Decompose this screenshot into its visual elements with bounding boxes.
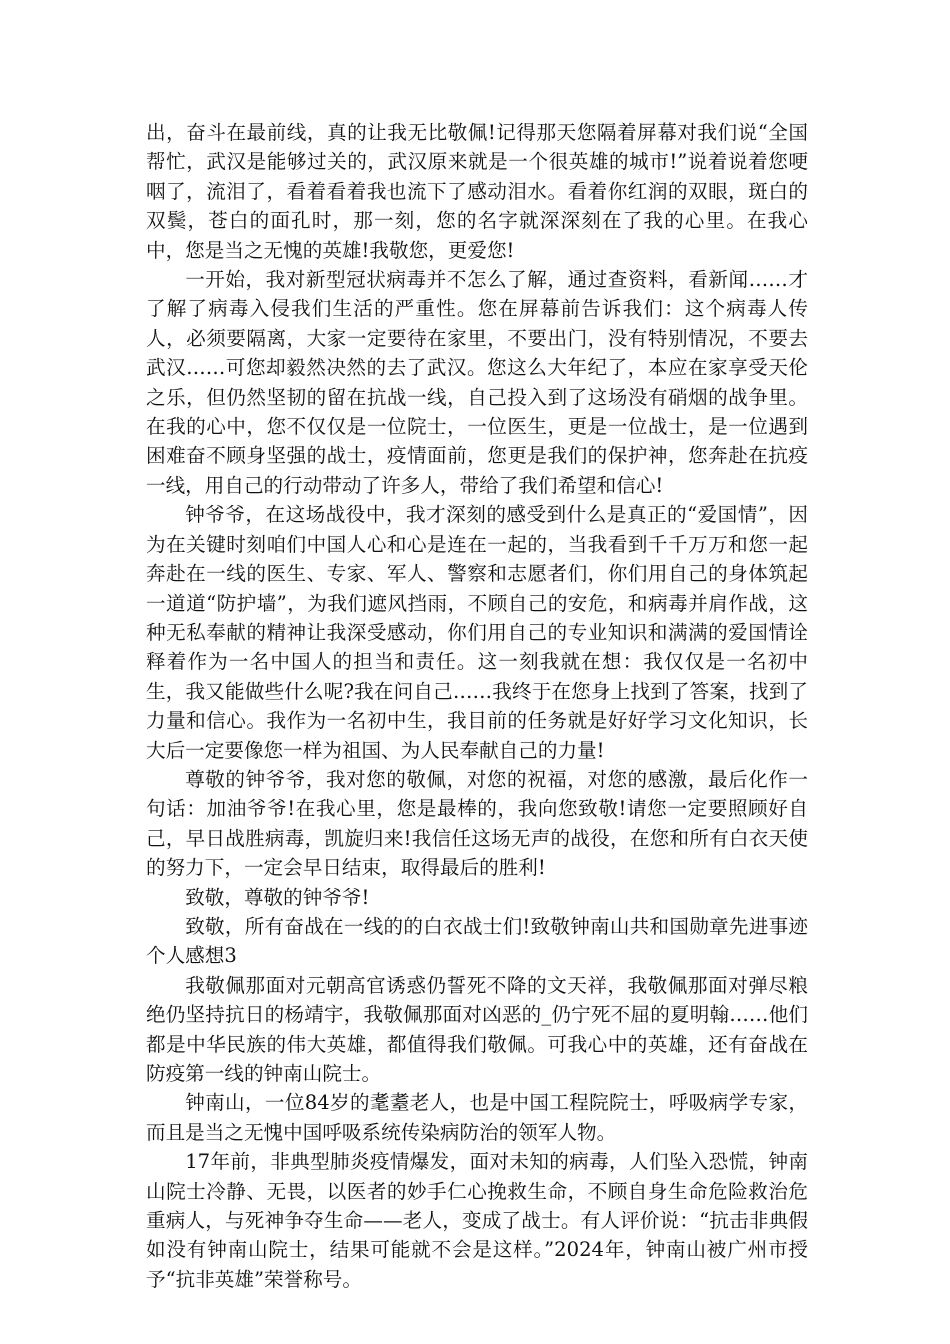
document-page [146,118,808,1294]
paragraph-4: 尊敬的钟爷爷，我对您的敬佩，对您的祝福，对您的感激，最后化作一句话：加油爷爷!在我心里，您是最棒的，我向您致敬!请您一定要照顾好自己，早日战胜病毒，凯旋归来!我信任这场无声的战役，在您和所有白衣天使的努力下，一定会早日结束，取得最后的胜利! [146,767,808,880]
paragraph-8: 钟南山，一位84岁的耄耋老人，也是中国工程院院士，呼吸病学专家，而且是当之无愧中国呼吸系统传染病防治的领军人物。 [146,1091,808,1144]
paragraph-9: 17年前，非典型肺炎疫情爆发，面对未知的病毒，人们坠入恐慌，钟南山院士冷静、无畏，以医者的妙手仁心挽救生命，不顾自身生命危险救治危重病人，与死神争夺生命——老人，变成了战士。有人评价说：“抗击非典假如没有钟南山院士，结果可能就不会是这样。”2024年，钟南山被广州市授予“抗非英雄”荣誉称号。 [146,1150,808,1291]
paragraph-2: 一开始，我对新型冠状病毒并不怎么了解，通过查资料，看新闻……才了解了病毒入侵我们生活的严重性。您在屏幕前告诉我们：这个病毒人传人，必须要隔离，大家一定要待在家里，不要出门，没有特别情况，不要去武汉……可您却毅然决然的去了武汉。您这么大年纪了，本应在家享受天伦之乐，但仍然坚韧的留在抗战一线，自己投入到了这场没有硝烟的战争里。在我的心中，您不仅仅是一位院士，一位医生，更是一位战士，是一位遇到困难奋不顾身坚强的战士，疫情面前，您更是我们的保护神，您奔赴在抗疫一线，用自己的行动带动了许多人，带给了我们希望和信心! [146,268,808,497]
paragraph-6: 致敬，所有奋战在一线的的白衣战士们!致敬钟南山共和国勋章先进事迹个人感想3 [146,914,808,968]
paragraph-3: 钟爷爷，在这场战役中，我才深刻的感受到什么是真正的“爱国情”，因为在关键时刻咱们中国人心和心是连在一起的，当我看到千千万万和您一起奔赴在一线的医生、专家、军人、警察和志愿者们，你们用自己的身体筑起一道道“防护墙”，为我们遮风挡雨，不顾自己的安危，和病毒并肩作战，这种无私奉献的精神让我深受感动，你们用自己的专业知识和满满的爱国情诠释着作为一名中国人的担当和责任。这一刻我就在想：我仅仅是一名初中生，我又能做些什么呢?我在问自己……我终于在您身上找到了答案，找到了力量和信心。我作为一名初中生，我目前的任务就是好好学习文化知识，长大后一定要像您一样为祖国、为人民奉献自己的力量! [146,503,808,762]
paragraph-1: 出，奋斗在最前线，真的让我无比敬佩!记得那天您隔着屏幕对我们说“全国帮忙，武汉是能够过关的，武汉原来就是一个很英雄的城市!”说着说着您哽咽了，流泪了，看着看着我也流下了感动泪水。看着你红润的双眼，斑白的双鬓，苍白的面孔时，那一刻，您的名字就深深刻在了我的心里。在我心中，您是当之无愧的英雄!我敬您，更爱您! [146,121,808,262]
paragraph-5: 致敬，尊敬的钟爷爷! [185,885,370,909]
paragraph-7: 我敬佩那面对元朝高官诱惑仍誓死不降的文天祥，我敬佩那面对弹尽粮绝仍坚持抗日的杨靖宇，我敬佩那面对凶恶的_仍宁死不屈的夏明翰……他们都是中华民族的伟大英雄，都值得我们敬佩。可我心中的英雄，还有奋战在防疫第一线的钟南山院士。 [146,973,808,1085]
